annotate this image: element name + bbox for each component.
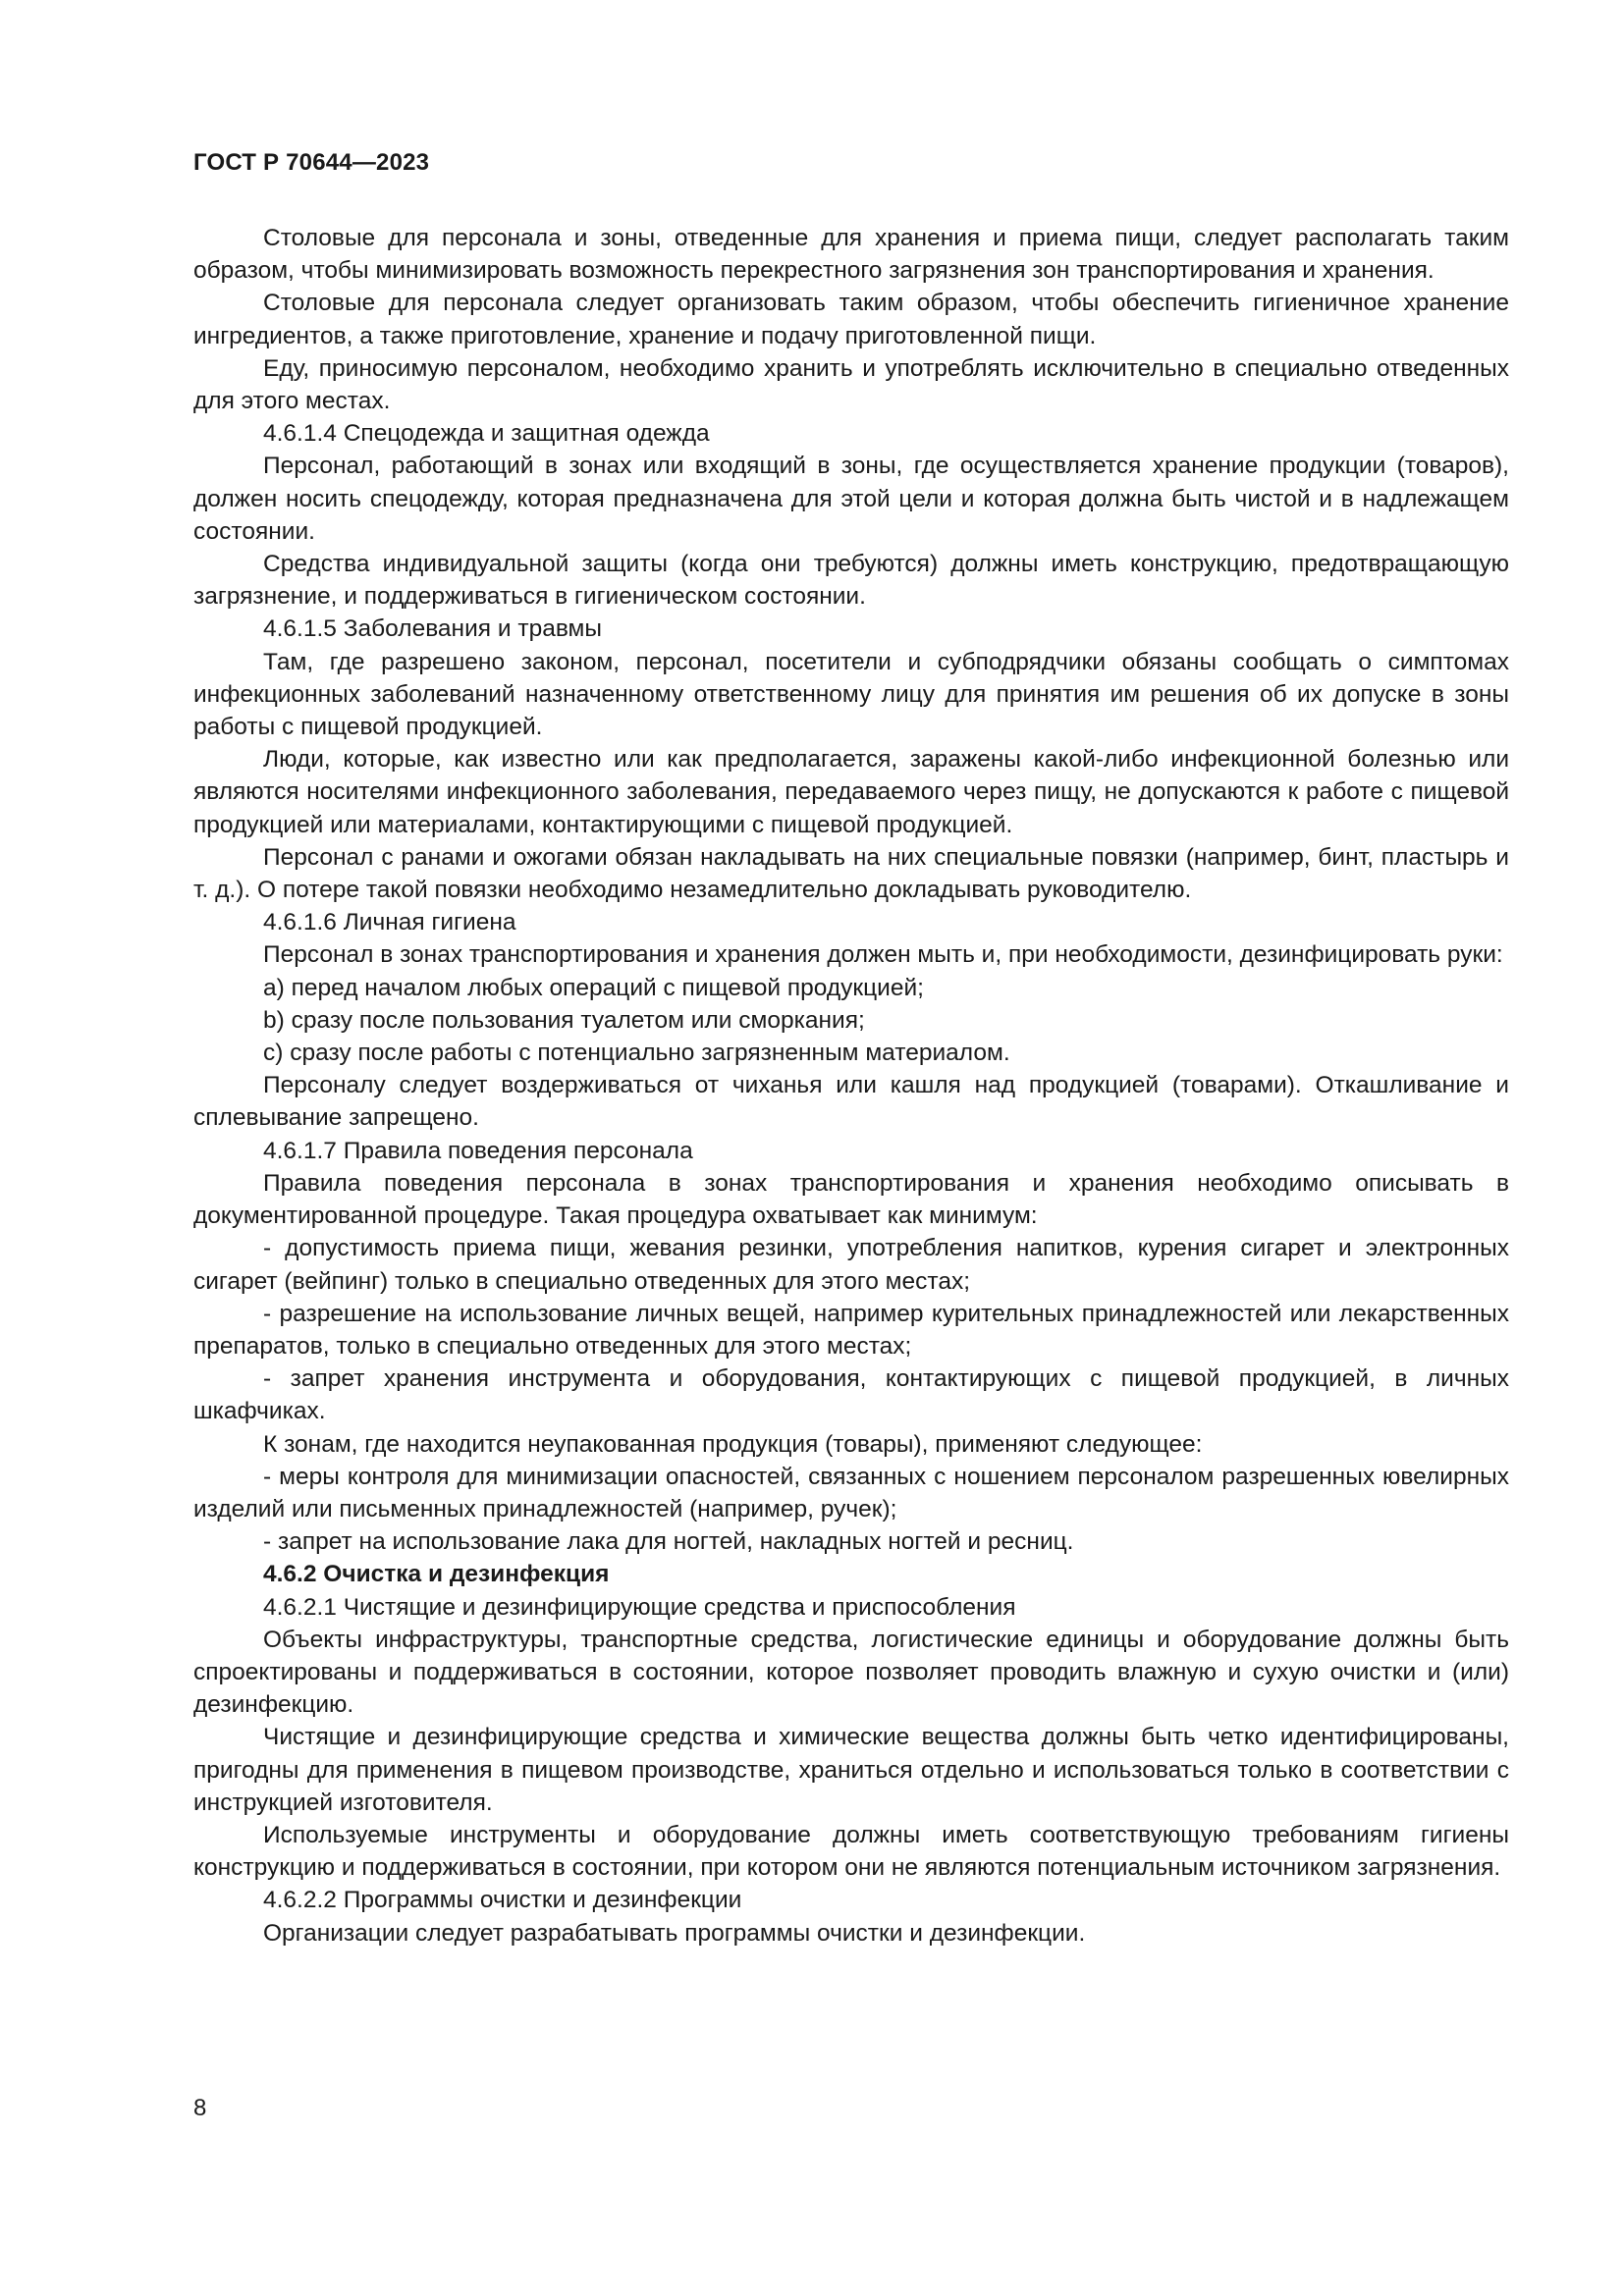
paragraph: Объекты инфраструктуры, транспортные средства, логистические единицы и оборудование должны быть спроектированы и поддерживаться в состоянии, которое позволяет проводить влажную и сухую очистки и (или) дезинфекцию. bbox=[193, 1626, 1509, 1719]
section-heading: 4.6.2 Очистка и дезинфекция bbox=[263, 1561, 610, 1588]
paragraph: Еду, приносимую персоналом, необходимо хранить и употреблять исключительно в специально отведенных для этого местах. bbox=[193, 354, 1509, 415]
paragraph: Правила поведения персонала в зонах транспортирования и хранения необходимо описывать в документированной процедуре. Такая процедура охватывает как минимум: bbox=[193, 1169, 1509, 1230]
page-number: 8 bbox=[193, 2095, 207, 2121]
paragraph: Чистящие и дезинфицирующие средства и химические вещества должны быть четко идентифицированы, пригодны для применения в пищевом производстве, храниться отдельно и использоваться только в соответствии с инструкцией изготовителя. bbox=[193, 1724, 1509, 1816]
subsection-heading: 4.6.2.1 Чистящие и дезинфицирующие средства и приспособления bbox=[263, 1593, 1016, 1621]
subsection-heading: 4.6.1.4 Спецодежда и защитная одежда bbox=[263, 420, 710, 448]
paragraph: Персонал с ранами и ожогами обязан накладывать на них специальные повязки (например, бинт, пластырь и т. д.). О потере такой повязки необходимо незамедлительно докладывать руководителю. bbox=[193, 843, 1509, 904]
paragraph: Персонал в зонах транспортирования и хранения должен мыть и, при необходимости, дезинфицировать руки: bbox=[263, 941, 1503, 969]
subsection-heading: 4.6.1.5 Заболевания и травмы bbox=[263, 615, 603, 643]
paragraph: Средства индивидуальной защиты (когда они требуются) должны иметь конструкцию, предотвращающую загрязнение, и поддерживаться в гигиеническом состоянии. bbox=[193, 551, 1509, 611]
paragraph: Организации следует разрабатывать программы очистки и дезинфекции. bbox=[263, 1919, 1086, 1947]
list-item: - запрет хранения инструмента и оборудования, контактирующих с пищевой продукцией, в личных шкафчиках. bbox=[193, 1365, 1509, 1425]
paragraph: Используемые инструменты и оборудование должны иметь соответствующую требованиям гигиены конструкцию и поддерживаться в состоянии, при котором они не являются потенциальным источником загрязнения. bbox=[193, 1821, 1509, 1882]
paragraph: Персонал, работающий в зонах или входящий в зоны, где осуществляется хранение продукции (товаров), должен носить спецодежду, которая предназначена для этой цели и которая должна быть чистой и в надлежащем состоянии. bbox=[193, 453, 1509, 545]
paragraph: Столовые для персонала и зоны, отведенные для хранения и приема пищи, следует располагать таким образом, чтобы минимизировать возможность перекрестного загрязнения зон транспортирования и хранения. bbox=[193, 225, 1509, 285]
list-item: - запрет на использование лака для ногтей, накладных ногтей и ресниц. bbox=[263, 1528, 1074, 1556]
paragraph: К зонам, где находится неупакованная продукция (товары), применяют следующее: bbox=[263, 1430, 1203, 1458]
list-item: - меры контроля для минимизации опасностей, связанных с ношением персоналом разрешенных ювелирных изделий или письменных принадлежностей (например, ручек); bbox=[193, 1463, 1509, 1522]
subsection-heading: 4.6.1.7 Правила поведения персонала bbox=[263, 1137, 693, 1164]
list-item: a) перед началом любых операций с пищевой продукцией; bbox=[263, 974, 924, 1001]
paragraph: Там, где разрешено законом, персонал, посетители и субподрядчики обязаны сообщать о симптомах инфекционных заболеваний назначенному ответственному лицу для принятия им решения об их допуске в зоны работы с пищевой продукцией. bbox=[193, 648, 1509, 741]
paragraph: Люди, которые, как известно или как предполагается, заражены какой-либо инфекционной болезнью или являются носителями инфекционного заболевания, передаваемого через пищу, не допускаются к работе с пищевой продукцией или материалами, контактирующими с пищевой продукцией. bbox=[193, 746, 1509, 838]
list-item: - допустимость приема пищи, жевания резинки, употребления напитков, курения сигарет и электронных сигарет (вейпинг) только в специально отведенных для этого местах; bbox=[193, 1235, 1509, 1295]
subsection-heading: 4.6.1.6 Личная гигиена bbox=[263, 909, 516, 936]
list-item: - разрешение на использование личных вещей, например курительных принадлежностей или лекарственных препаратов, только в специально отведенных для этого местах; bbox=[193, 1300, 1509, 1360]
paragraph: Столовые для персонала следует организовать таким образом, чтобы обеспечить гигиеничное хранение ингредиентов, а также приготовление, хранение и подачу приготовленной пищи. bbox=[193, 290, 1509, 349]
document-body bbox=[193, 222, 1509, 1949]
subsection-heading: 4.6.2.2 Программы очистки и дезинфекции bbox=[263, 1887, 742, 1914]
paragraph: Персоналу следует воздерживаться от чиханья или кашля над продукцией (товарами). Откашливание и сплевывание запрещено. bbox=[193, 1072, 1509, 1132]
document-header: ГОСТ Р 70644—2023 bbox=[193, 149, 430, 176]
list-item: b) сразу после пользования туалетом или сморкания; bbox=[263, 1006, 865, 1034]
list-item: c) сразу после работы с потенциально загрязненным материалом. bbox=[263, 1040, 1010, 1067]
